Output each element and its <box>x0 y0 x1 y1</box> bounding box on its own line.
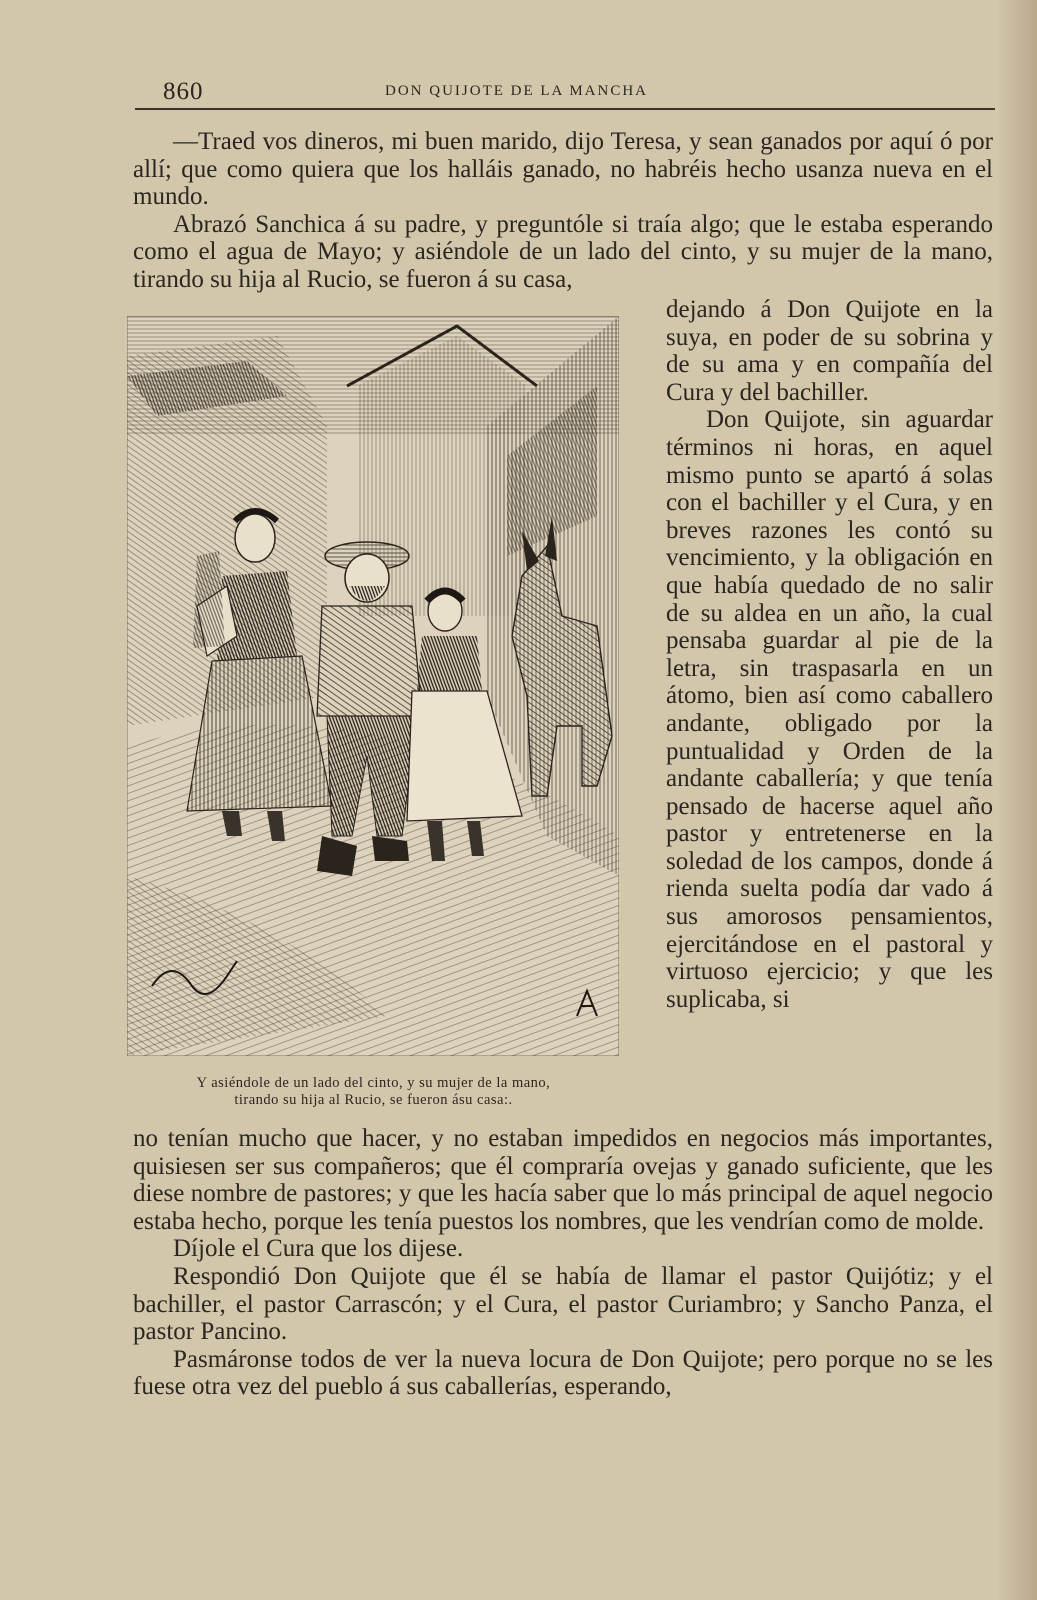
page-header <box>135 78 985 106</box>
paragraph: Respondió Don Quijote que él se había de llamar el pastor Quijótiz; y el bachiller, el pastor Carrascón; y el Cura, el pastor Curiambro; y Sancho Panza, el pastor Pancino. <box>133 1262 993 1346</box>
bottom-text-block <box>133 1125 993 1401</box>
paragraph: Pasmáronse todos de ver la nueva locura de Don Quijote; pero porque no se les fuese otra vez del pueblo á sus caballerías, esperando, <box>133 1345 993 1401</box>
caption-line: Y asiéndole de un lado del cinto, y su mujer de la mano, <box>196 1075 551 1091</box>
side-text-block <box>666 296 993 1013</box>
engraving-illustration <box>127 316 619 1056</box>
figure-caption <box>131 1075 616 1109</box>
header-rule <box>135 108 995 110</box>
paragraph: Abrazó Sanchica á su padre, y preguntóle si traía algo; que le estaba esperando como el agua de Mayo; y asiéndole de un lado del cinto, y su mujer de la mano, tirando su hija al Rucio, se fueron á su casa, <box>133 210 993 293</box>
caption-line: tirando su hija al Rucio, se fueron ásu casa:. <box>234 1092 513 1108</box>
paragraph: —Traed vos dineros, mi buen marido, dijo Teresa, y sean ganados por aquí ó por allí; que como quiera que los halláis ganado, no habréis hecho usanza nueva en el mundo. <box>133 128 993 211</box>
top-text-block <box>133 128 993 294</box>
paragraph: dejando á Don Quijote en la suya, en poder de su sobrina y de su ama y en compañía del Cura y del bachiller. <box>666 296 993 406</box>
paragraph: Díjole el Cura que los dijese. <box>173 1235 464 1263</box>
paragraph: no tenían mucho que hacer, y no estaban impedidos en negocios más importantes, quisiesen ser sus compañeros; que él compraría ovejas y ganado suficiente, que les diese nombre de pastores; y que les hacía saber que lo más principal de aquel negocio estaba hecho, porque les tenía puestos los nombres, que les vendrían como de molde. <box>133 1125 993 1235</box>
paragraph: Don Quijote, sin aguardar términos ni horas, en aquel mismo punto se apartó á solas con el bachiller y el Cura, y en breves razones les contó su vencimiento, y la obligación en que había quedado de no salir de su aldea en un año, la cual pensaba guardar al pie de la letra, sin traspasarla en un átomo, bien así como caballero andante, obligado por la puntualidad y Orden de la andante caballería; y que tenía pensado de hacerse aquel año pastor y entretenerse en la soledad de los campos, donde á rienda suelta podía dar vado á sus amorosos pensamientos, ejercitándose en el pastoral y virtuoso ejercicio; y que les suplicaba, si <box>666 406 993 1013</box>
page-number: 860 <box>163 78 204 105</box>
running-title: DON QUIJOTE DE LA MANCHA <box>385 83 648 99</box>
